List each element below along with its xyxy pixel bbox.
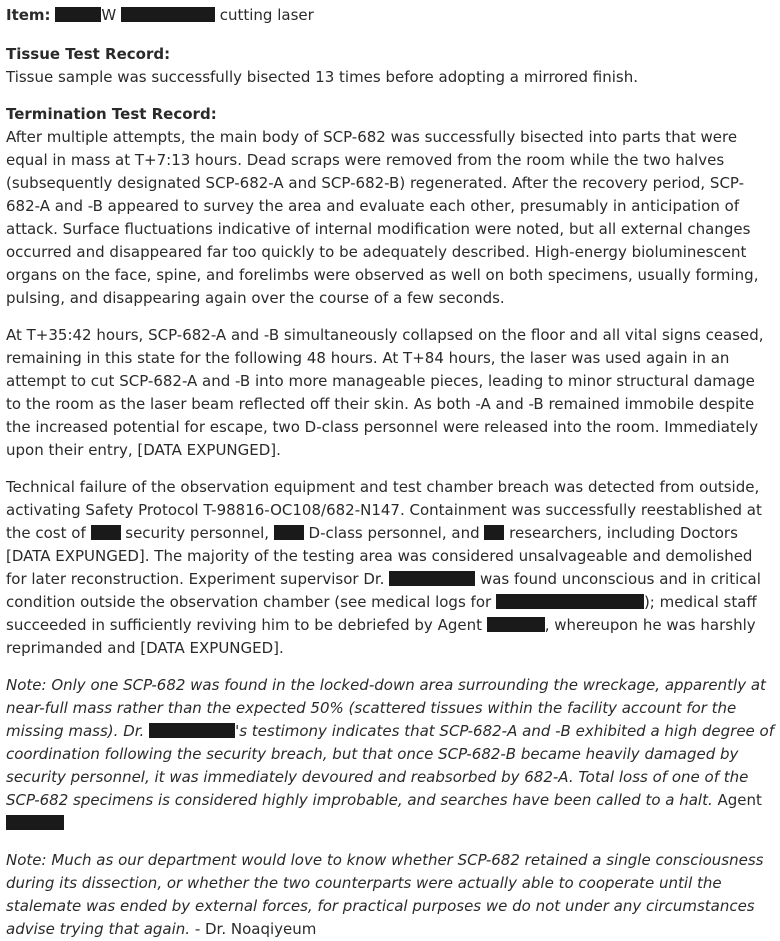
redaction-bar [55, 7, 101, 22]
p3-text-g: , whereupon he was harshly reprimanded and [DATA EXPUNGED]. [6, 616, 756, 657]
note1-text-b: 's testimony indicates that SCP-682-A and -B exhibited a high degree of coordination following the security breach, but that once SCP-682-B became heavily damaged by security personnel, it was immediately devoured and reabsorbed by 682-A. Total loss of one of the SCP-682 specimens is considered highly improbable, and searches have been called to a halt. [6, 722, 775, 809]
redaction-bar [274, 525, 304, 540]
termination-paragraph-2: At T+35:42 hours, SCP-682-A and -B simultaneously collapsed on the floor and all vital signs ceased, remaining in this state for the following 48 hours. At T+84 hours, the laser was used again in an attempt to cut SCP-682-A and -B into more manageable pieces, leading to minor structural damage to the room as the laser beam reflected off their skin. As both -A and -B remained immobile despite the increased potential for escape, two D-class personnel were released into the room. Immediately upon their entry, [DATA EXPUNGED]. [6, 326, 764, 459]
tissue-heading: Tissue Test Record: [6, 45, 171, 63]
item-line [6, 4, 774, 27]
redaction-bar [149, 723, 235, 738]
tissue-section [6, 43, 774, 89]
redaction-bar [6, 815, 64, 830]
item-suffix: cutting laser [214, 6, 314, 24]
p3-text-f: ); medical staff succeeded in sufficiently reviving him to be debriefed by Agent [6, 593, 757, 634]
note-1 [6, 674, 774, 835]
p3-text-a: Technical failure of the observation equipment and test chamber breach was detected from outside, activating Safety Protocol T-98816-OC108/682-N147. Containment was successfully reestablished at the cost of [6, 478, 762, 542]
redaction-bar [91, 525, 121, 540]
termination-paragraph-1: After multiple attempts, the main body of SCP-682 was successfully bisected into parts that were equal in mass at T+7:13 hours. Dead scraps were removed from the room while the two halves (subsequently designated SCP-682-A and SCP-682-B) regenerated. After the recovery period, SCP-682-A and -B appeared to survey the area and evaluate each other, presumably in anticipation of attack. Surface fluctuations indicative of internal modification were noted, but all external changes occurred and disappeared far too quickly to be adequately described. High-energy bioluminescent organs on the face, spine, and forelimbs were observed as well on both specimens, usually forming, pulsing, and disappearing again over the course of a few seconds. [6, 128, 759, 307]
p3-text-c: D-class personnel, and [303, 524, 485, 542]
redaction-bar [496, 594, 644, 609]
p3-text-b: security personnel, [120, 524, 274, 542]
p3-text-d: researchers, including Doctors [DATA EXPUNGED]. The majority of the testing area was considered unsalvageable and demolished for later reconstruction. Experiment supervisor Dr. [6, 524, 753, 588]
termination-heading: Termination Test Record: [6, 105, 217, 123]
redaction-bar [484, 525, 504, 540]
item-mid: W [101, 6, 117, 24]
note2-text-a: Note: Much as our department would love to know whether SCP-682 retained a single consciousness during its dissection, or whether the two counterparts were actually able to cooperate until the stalemate was ended by external forces, for practical purposes we do not under any circumstances advise trying that again. [6, 851, 764, 938]
note1-text-c: Agent [712, 791, 762, 809]
termination-section [6, 103, 774, 941]
note2-signature: - Dr. Noaqiyeum [190, 920, 317, 938]
redaction-bar [487, 617, 545, 632]
tissue-text: Tissue sample was successfully bisected 13 times before adopting a mirrored finish. [6, 68, 639, 86]
note-2 [6, 849, 774, 941]
redaction-bar [121, 7, 215, 22]
termination-paragraph-3 [6, 476, 774, 660]
note1-text-a: Note: Only one SCP-682 was found in the locked-down area surrounding the wreckage, apparently at near-full mass rather than the expected 50% (scattered tissues within the facility account for the missing mass). Dr. [6, 676, 766, 740]
item-label: Item: [6, 6, 51, 24]
p3-text-e: was found unconscious and in critical condition outside the observation chamber (see medical logs for [6, 570, 761, 611]
redaction-bar [389, 571, 475, 586]
